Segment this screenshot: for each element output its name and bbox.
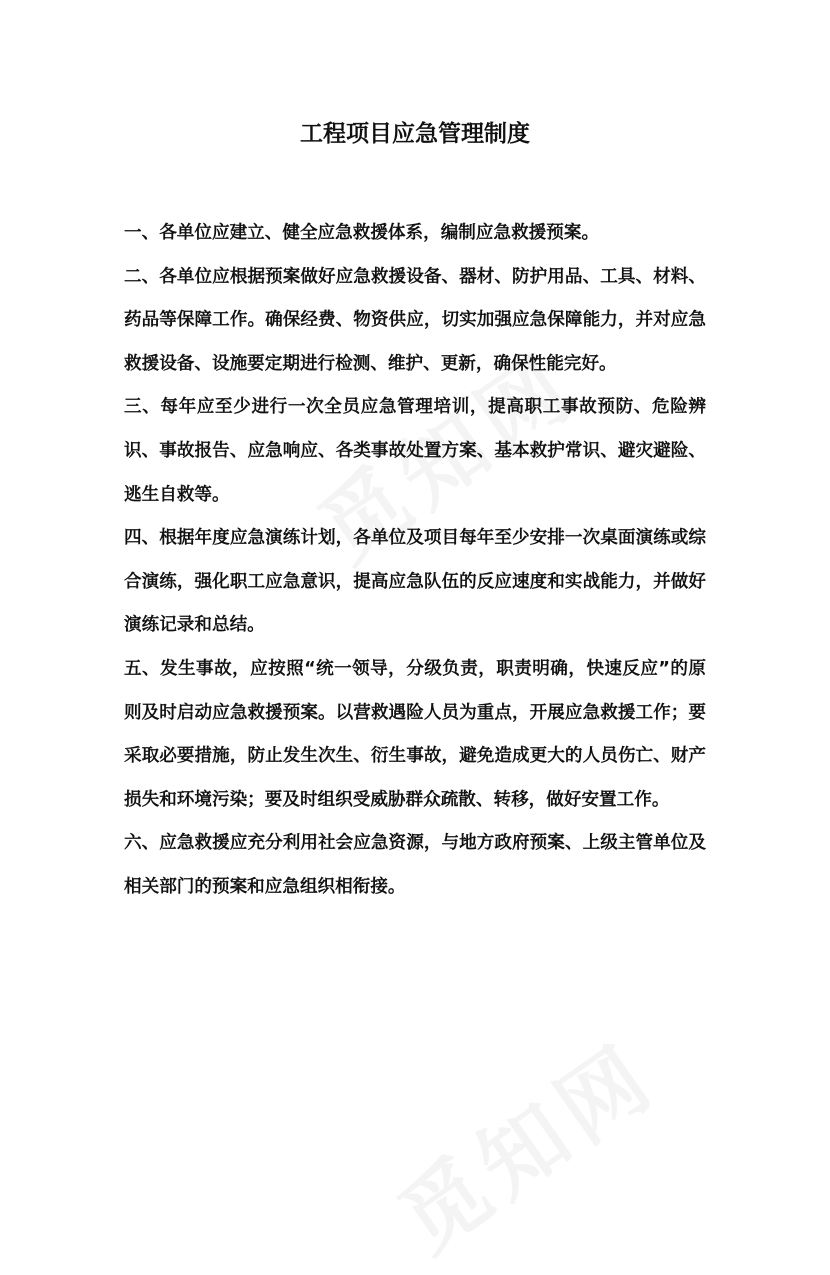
- paragraph-5: 五、发生事故，应按照“统一领导，分级负责，职责明确，快速反应”的原则及时启动应急救援预案。以营救遇险人员为重点，开展应急救援工作；要采取必要措施，防止发生次生、衍生事故，避免造成更大的人员伤亡、财产损失和环境污染；要及时组织受威胁群众疏散、转移，做好安置工作。: [124, 658, 706, 810]
- watermark: [370, 1009, 677, 1275]
- paragraph-3: 三、每年应至少进行一次全员应急管理培训，提高职工事故预防、危险辨识、事故报告、应急响应、各类事故处置方案、基本救护常识、避灾避险、逃生自救等。: [124, 397, 706, 505]
- paragraph-4: 四、根据年度应急演练计划，各单位及项目每年至少安排一次桌面演练或综合演练，强化职工应急意识，提高应急队伍的反应速度和实战能力，并做好演练记录和总结。: [124, 528, 706, 636]
- page-title: 工程项目应急管理制度: [300, 121, 530, 147]
- document-body: [124, 212, 706, 910]
- paragraph-2: 二、各单位应根据预案做好应急救援设备、器材、防护用品、工具、材料、药品等保障工作。确保经费、物资供应，切实加强应急保障能力，并对应急救援设备、设施要定期进行检测、维护、更新，确保性能完好。: [124, 266, 706, 374]
- paragraph-1: 一、各单位应建立、健全应急救援体系，编制应急救援预案。: [124, 223, 600, 243]
- paragraph-6: 六、应急救援应充分利用社会应急资源，与地方政府预案、上级主管单位及相关部门的预案和应急组织相衔接。: [124, 833, 706, 897]
